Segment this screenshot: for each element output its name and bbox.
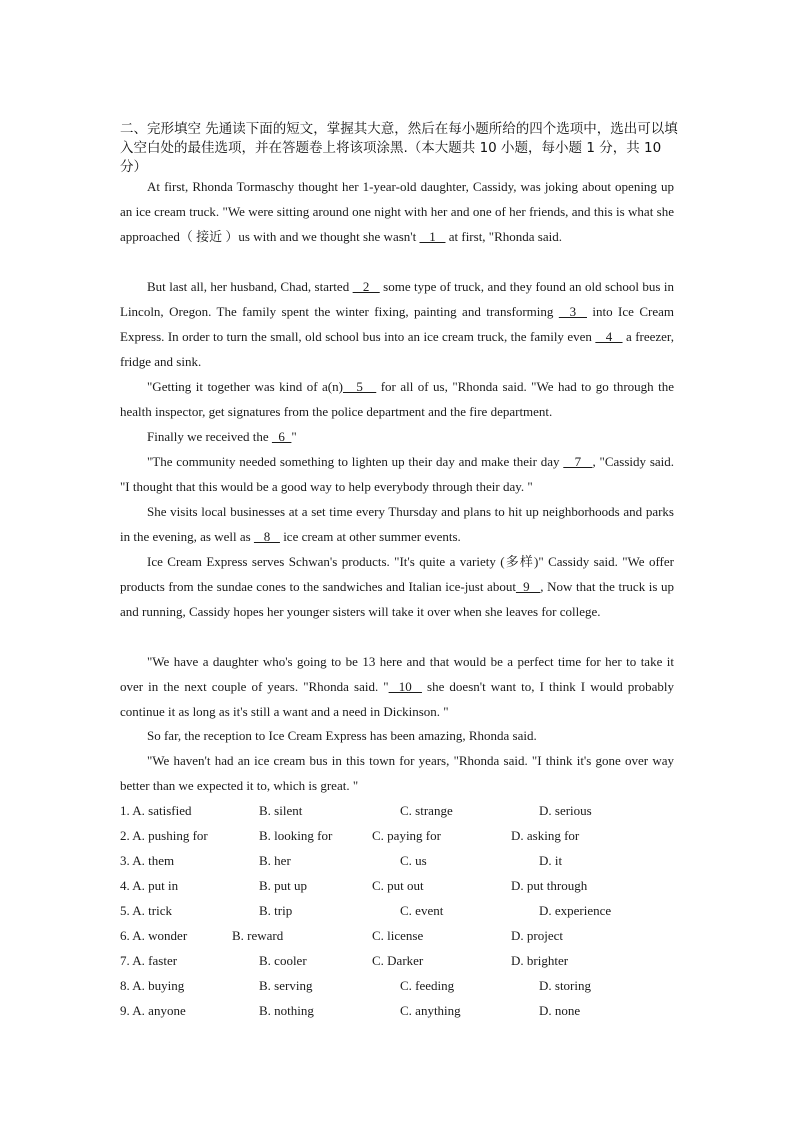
option-c: C. feeding bbox=[400, 978, 455, 993]
passage-paragraph-4 bbox=[120, 424, 674, 449]
paragraph-text: At first, Rhonda Tormaschy thought her 1-year-old daughter, Cassidy, was joking about opening up an ice cream truck. "We were sitting around one night with her and one of her friends, and this is what she approached（ 接近 ）us with and we thought she wasn't bbox=[120, 179, 674, 244]
passage-paragraph-3 bbox=[120, 374, 674, 424]
option-d: D. brighter bbox=[511, 953, 569, 968]
passage-paragraph-1 bbox=[120, 174, 674, 249]
option-b: B. her bbox=[259, 853, 291, 868]
option-a: 8. A. buying bbox=[120, 978, 185, 993]
blank-4: 4 bbox=[595, 329, 623, 344]
paragraph-text: "Getting it together was kind of a(n) bbox=[147, 379, 343, 394]
option-d: D. storing bbox=[539, 978, 591, 993]
option-a: 1. A. satisfied bbox=[120, 803, 192, 818]
option-b: B. put up bbox=[259, 878, 308, 893]
option-a: 2. A. pushing for bbox=[120, 828, 208, 843]
blank-8: 8 bbox=[253, 529, 280, 544]
answer-options bbox=[120, 798, 680, 1023]
blank-7: 7 bbox=[563, 454, 593, 469]
blank-6: 6 bbox=[271, 429, 292, 444]
paragraph-text: she doesn't want to, I think I would probably continue it as long as it's still a want and a need in Dickinson. " bbox=[120, 679, 674, 719]
question-options-9 bbox=[120, 998, 680, 1023]
option-a: 5. A. trick bbox=[120, 903, 172, 918]
question-options-6 bbox=[120, 923, 680, 948]
option-b: B. serving bbox=[259, 978, 313, 993]
option-d: D. none bbox=[539, 1003, 581, 1018]
option-b: B. nothing bbox=[259, 1003, 314, 1018]
option-c: C. put out bbox=[372, 878, 424, 893]
question-options-3 bbox=[120, 848, 680, 873]
paragraph-text: a freezer, fridge and sink. bbox=[120, 329, 674, 369]
passage-paragraph-10: "We haven't had an ice cream bus in this town for years, "Rhonda said. "I think it's gone over way better than we expected it to, which is great. " bbox=[120, 753, 674, 793]
paragraph-text: She visits local businesses at a set time every Thursday and plans to hit up neighborhoods and parks in the evening, as well as bbox=[120, 504, 674, 544]
paragraph-text: But last all, her husband, Chad, started bbox=[147, 279, 353, 294]
question-options-4 bbox=[120, 873, 680, 898]
option-c: C. paying for bbox=[372, 828, 441, 843]
paragraph-text: "We have a daughter who's going to be 13 here and that would be a perfect time for her to take it over in the next couple of years. "Rhonda said. " bbox=[120, 654, 674, 694]
option-a: 6. A. wonder bbox=[120, 928, 188, 943]
blank-9: 9 bbox=[515, 579, 541, 594]
blank-1: 1 bbox=[419, 229, 446, 244]
passage-paragraph-5 bbox=[120, 449, 674, 499]
blank-10: 10 bbox=[388, 679, 422, 694]
paragraph-text: ice cream at other summer events. bbox=[279, 529, 461, 544]
option-c: C. Darker bbox=[372, 953, 424, 968]
passage-paragraph-8 bbox=[120, 649, 674, 724]
question-options-7 bbox=[120, 948, 680, 973]
paragraph-text: some type of truck, and they found an old school bus in Lincoln, Oregon. The family spent the winter fixing, painting and transforming bbox=[120, 279, 674, 319]
option-b: B. reward bbox=[232, 928, 284, 943]
option-b: B. cooler bbox=[259, 953, 307, 968]
paragraph-text: , "Cassidy said. "I thought that this would be a good way to help everybody through their day. " bbox=[120, 454, 675, 494]
option-d: D. project bbox=[511, 928, 563, 943]
option-a: 4. A. put in bbox=[120, 878, 179, 893]
blank-2: 2 bbox=[352, 279, 380, 294]
option-d: D. experience bbox=[539, 903, 612, 918]
passage-paragraph-7 bbox=[120, 549, 674, 624]
blank-5: 5 bbox=[342, 379, 377, 394]
question-options-5 bbox=[120, 898, 680, 923]
option-c: C. us bbox=[400, 853, 427, 868]
paragraph-text: Finally we received the bbox=[147, 429, 272, 444]
paragraph-text: into Ice Cream Express. In order to turn the small, old school bus into an ice cream truck, the family even bbox=[120, 304, 675, 344]
paragraph-text: " bbox=[291, 429, 297, 444]
option-c: C. license bbox=[372, 928, 424, 943]
option-c: C. event bbox=[400, 903, 444, 918]
blank-3: 3 bbox=[558, 304, 587, 319]
option-b: B. trip bbox=[259, 903, 293, 918]
option-d: D. it bbox=[539, 853, 563, 868]
paragraph-text: "The community needed something to lighten up their day and make their day bbox=[147, 454, 564, 469]
question-options-1 bbox=[120, 798, 680, 823]
paragraph-text: Ice Cream Express serves Schwan's products. "It's quite a variety (多样)" Cassidy said. "We offer products from the sundae cones to the sandwiches and Italian ice-just about bbox=[120, 554, 674, 594]
paragraph-text: , Now that the truck is up and running, Cassidy hopes her younger sisters will take it over when she leaves for college. bbox=[120, 579, 674, 619]
option-a: 7. A. faster bbox=[120, 953, 178, 968]
option-a: 9. A. anyone bbox=[120, 1003, 186, 1018]
passage-paragraph-2 bbox=[120, 274, 674, 374]
question-options-8 bbox=[120, 973, 680, 998]
option-d: D. put through bbox=[511, 878, 588, 893]
option-b: B. looking for bbox=[259, 828, 333, 843]
passage-paragraph-6 bbox=[120, 499, 674, 549]
section-heading: 二、完形填空 先通读下面的短文，掌握其大意，然后在每小题所给的四个选项中，选出可以填 入空白处的最佳选项，并在答题卷上将该项涂黑.（本大题共 10 小题，每小题 1 分，共 10 分） bbox=[120, 121, 678, 175]
option-c: C. anything bbox=[400, 1003, 461, 1018]
passage-paragraph-9: So far, the reception to Ice Cream Express has been amazing, Rhonda said. bbox=[147, 728, 537, 743]
question-options-2 bbox=[120, 823, 680, 848]
paragraph-text: for all of us, "Rhonda said. "We had to go through the health inspector, get signatures from the police department and the fire department. bbox=[120, 379, 674, 419]
option-a: 3. A. them bbox=[120, 853, 175, 868]
paragraph-text: at first, "Rhonda said. bbox=[445, 229, 562, 244]
option-c: C. strange bbox=[400, 803, 453, 818]
option-b: B. silent bbox=[259, 803, 303, 818]
option-d: D. serious bbox=[539, 803, 592, 818]
option-d: D. asking for bbox=[511, 828, 580, 843]
